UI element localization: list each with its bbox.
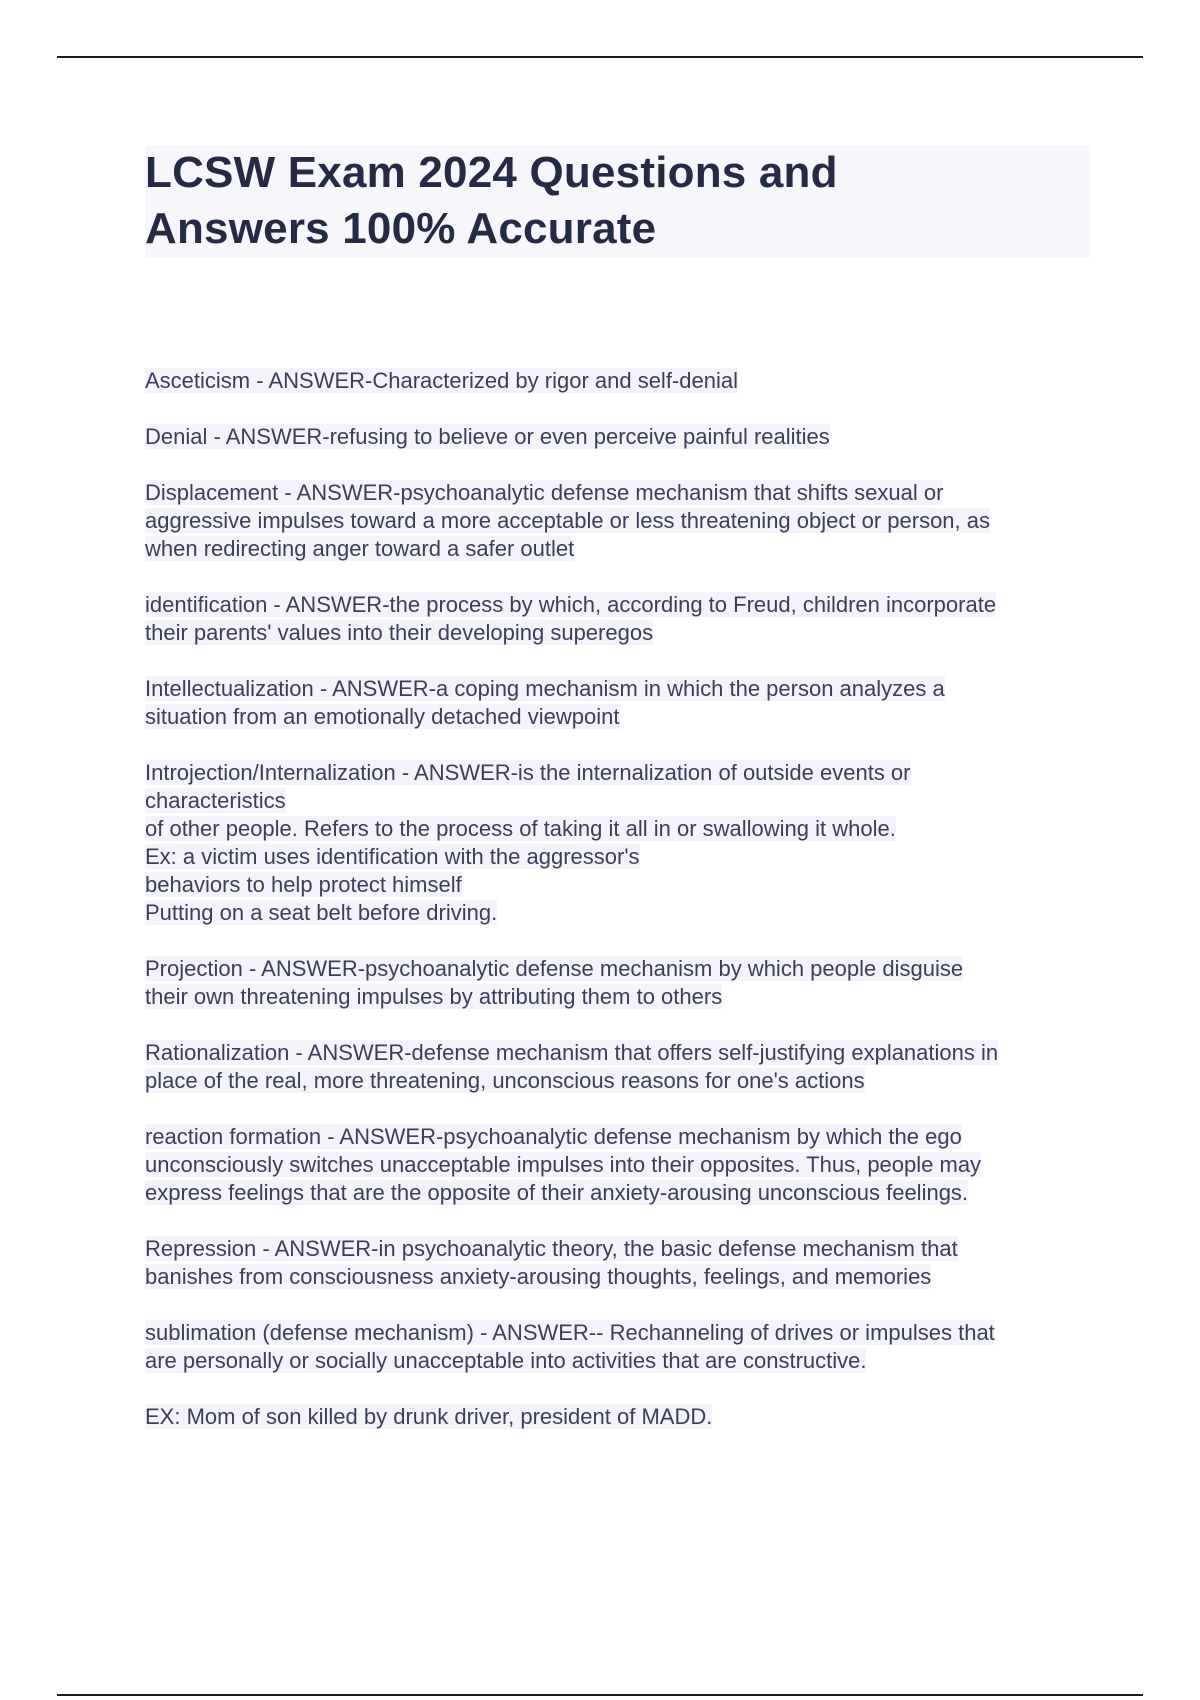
qa-entry-line <box>145 507 1095 535</box>
qa-entry-list <box>145 367 1095 1459</box>
document-title <box>145 145 1090 257</box>
qa-entry-text: when redirecting anger toward a safer outlet <box>145 536 575 561</box>
qa-entry-line <box>145 479 1095 507</box>
qa-entry <box>145 1235 1095 1291</box>
qa-entry-line <box>145 367 1095 395</box>
qa-entry-line <box>145 591 1095 619</box>
qa-entry-line <box>145 955 1095 983</box>
qa-entry-line <box>145 619 1095 647</box>
qa-entry-line <box>145 1403 1095 1431</box>
qa-entry-text: Denial - ANSWER-refusing to believe or even perceive painful realities <box>145 424 830 449</box>
qa-entry <box>145 479 1095 563</box>
qa-entry-line <box>145 1039 1095 1067</box>
qa-entry-line <box>145 703 1095 731</box>
qa-entry-line <box>145 1263 1095 1291</box>
qa-entry-text: Repression - ANSWER-in psychoanalytic theory, the basic defense mechanism that <box>145 1236 958 1261</box>
qa-entry-text: banishes from consciousness anxiety-arousing thoughts, feelings, and memories <box>145 1264 932 1289</box>
qa-entry <box>145 955 1095 1011</box>
qa-entry-text: Ex: a victim uses identification with the aggressor's <box>145 844 640 869</box>
qa-entry-text: Putting on a seat belt before driving. <box>145 900 498 925</box>
qa-entry-text: aggressive impulses toward a more acceptable or less threatening object or person, as <box>145 508 991 533</box>
qa-entry <box>145 675 1095 731</box>
qa-entry <box>145 1319 1095 1375</box>
qa-entry-text: sublimation (defense mechanism) - ANSWER-- Rechanneling of drives or impulses that <box>145 1320 995 1345</box>
qa-entry <box>145 1123 1095 1207</box>
qa-entry-text: Displacement - ANSWER-psychoanalytic defense mechanism that shifts sexual or <box>145 480 944 505</box>
qa-entry-line <box>145 1067 1095 1095</box>
qa-entry <box>145 591 1095 647</box>
bottom-rule <box>57 1694 1143 1696</box>
qa-entry-line <box>145 815 1095 843</box>
qa-entry-text: express feelings that are the opposite of their anxiety-arousing unconscious feelings. <box>145 1180 969 1205</box>
qa-entry-line <box>145 675 1095 703</box>
qa-entry-line <box>145 1347 1095 1375</box>
qa-entry-text: Introjection/Internalization - ANSWER-is the internalization of outside events or <box>145 760 911 785</box>
qa-entry-line <box>145 759 1095 787</box>
qa-entry <box>145 1039 1095 1095</box>
qa-entry-text: reaction formation - ANSWER-psychoanalytic defense mechanism by which the ego <box>145 1124 962 1149</box>
qa-entry-line <box>145 1151 1095 1179</box>
qa-entry-line <box>145 535 1095 563</box>
qa-entry-line <box>145 983 1095 1011</box>
qa-entry-text: behaviors to help protect himself <box>145 872 462 897</box>
title-box <box>145 145 1090 257</box>
qa-entry-line <box>145 1123 1095 1151</box>
qa-entry <box>145 367 1095 395</box>
qa-entry-line <box>145 1235 1095 1263</box>
qa-entry-text: Rationalization - ANSWER-defense mechanism that offers self-justifying explanations in <box>145 1040 999 1065</box>
qa-entry-line <box>145 1179 1095 1207</box>
qa-entry-text: unconsciously switches unacceptable impulses into their opposites. Thus, people may <box>145 1152 982 1177</box>
qa-entry-line <box>145 871 1095 899</box>
qa-entry <box>145 1403 1095 1431</box>
qa-entry-text: Asceticism - ANSWER-Characterized by rigor and self-denial <box>145 368 738 393</box>
qa-entry-text: their parents' values into their developing superegos <box>145 620 654 645</box>
qa-entry-text: place of the real, more threatening, unconscious reasons for one's actions <box>145 1068 865 1093</box>
qa-entry-text: of other people. Refers to the process of taking it all in or swallowing it whole. <box>145 816 896 841</box>
qa-entry <box>145 759 1095 927</box>
qa-entry-text: characteristics <box>145 788 286 813</box>
qa-entry-text: situation from an emotionally detached viewpoint <box>145 704 620 729</box>
qa-entry-text: identification - ANSWER-the process by which, according to Freud, children incorporate <box>145 592 997 617</box>
qa-entry-text: their own threatening impulses by attributing them to others <box>145 984 723 1009</box>
qa-entry-text: Intellectualization - ANSWER-a coping mechanism in which the person analyzes a <box>145 676 945 701</box>
qa-entry-line <box>145 843 1095 871</box>
qa-entry <box>145 423 1095 451</box>
qa-entry-line <box>145 423 1095 451</box>
title-line: Answers 100% Accurate <box>145 204 657 253</box>
qa-entry-text: EX: Mom of son killed by drunk driver, president of MADD. <box>145 1404 713 1429</box>
qa-entry-text: Projection - ANSWER-psychoanalytic defense mechanism by which people disguise <box>145 956 964 981</box>
top-rule <box>57 56 1143 58</box>
qa-entry-line <box>145 1319 1095 1347</box>
title-line: LCSW Exam 2024 Questions and <box>145 148 838 197</box>
qa-entry-line <box>145 787 1095 815</box>
qa-entry-line <box>145 899 1095 927</box>
qa-entry-text: are personally or socially unacceptable into activities that are constructive. <box>145 1348 867 1373</box>
